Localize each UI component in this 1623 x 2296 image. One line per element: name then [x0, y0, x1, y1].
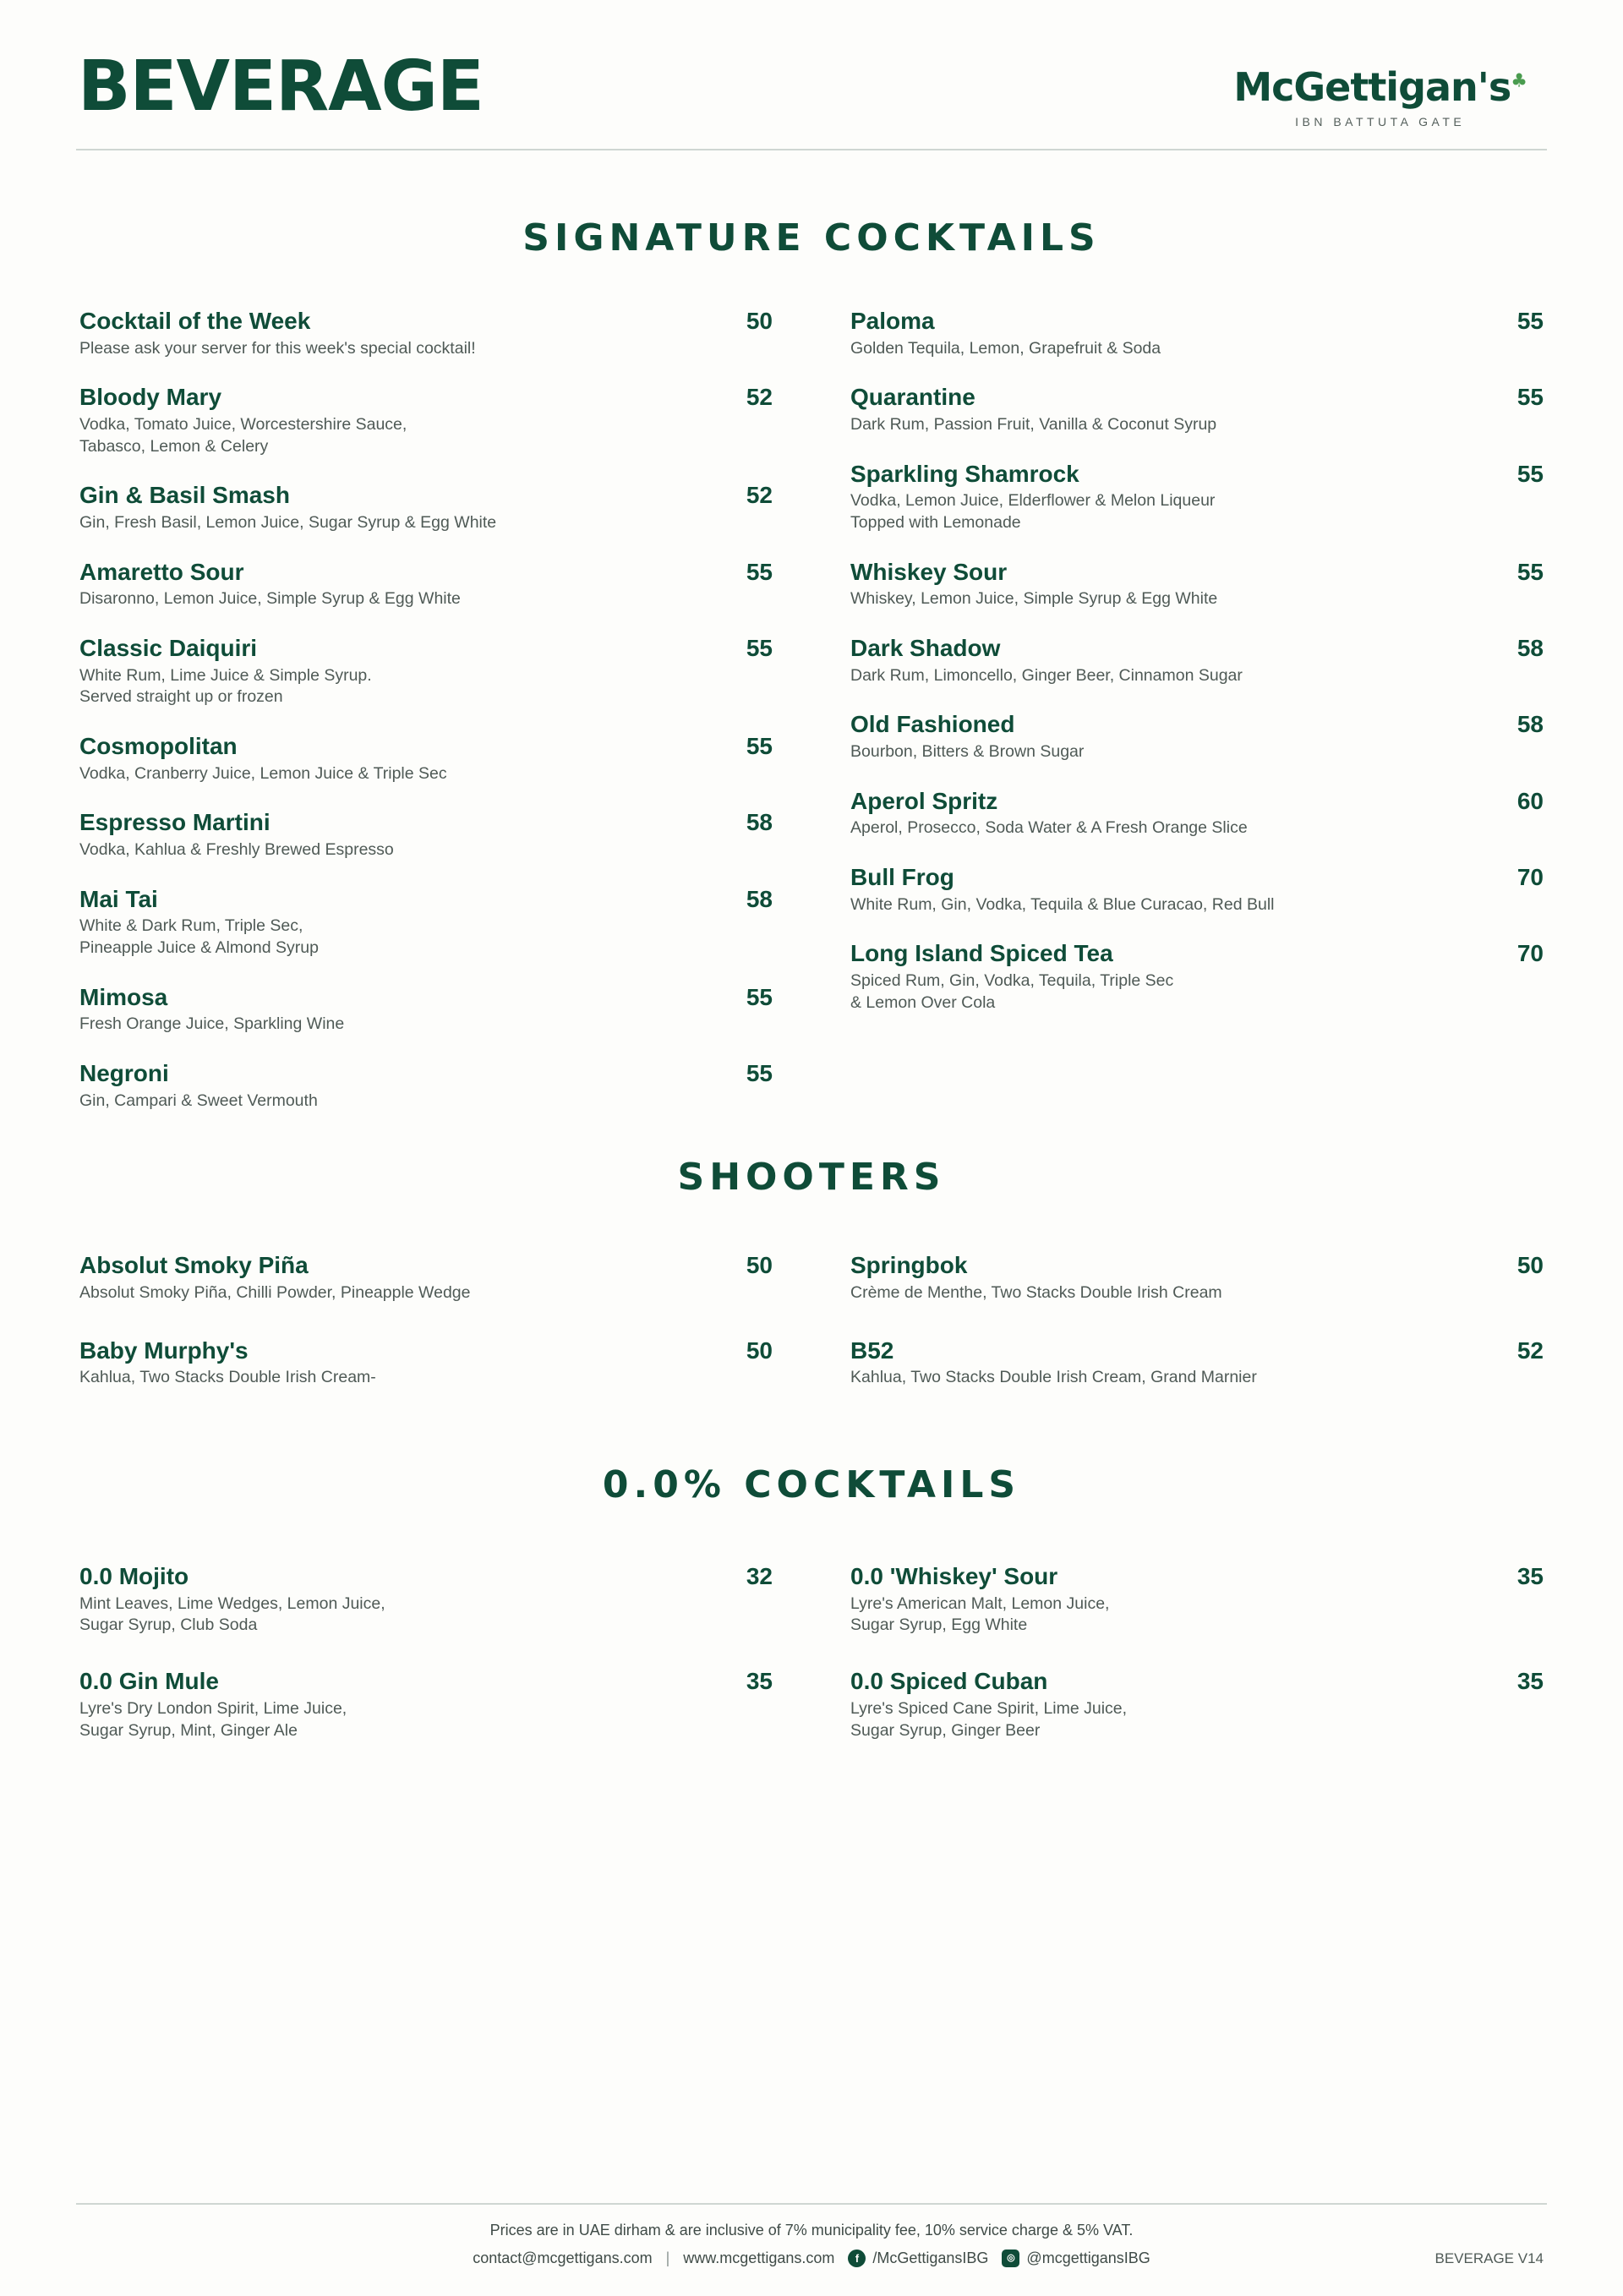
section-title-zero-cocktails: 0.0% COCKTAILS: [602, 1463, 1021, 1507]
menu-item-head: [850, 1337, 1544, 1365]
menu-item-name: Sparkling Shamrock: [850, 460, 1079, 487]
menu-item-name: Mai Tai: [79, 885, 158, 912]
menu-item-head: [850, 558, 1544, 587]
menu-item-description: Disaronno, Lemon Juice, Simple Syrup & Egg White: [79, 589, 461, 609]
menu-item-head: [850, 939, 1544, 968]
shooters-left-column: [79, 1251, 773, 1421]
shamrock-icon: ♣: [1511, 70, 1527, 92]
menu-item-head: [79, 885, 773, 914]
signature-right-column: [850, 307, 1544, 1112]
menu-item-name: Gin & Basil Smash: [79, 482, 290, 509]
menu-item-price: 52: [746, 384, 773, 411]
menu-item-name: Bull Frog: [850, 864, 954, 891]
menu-item: [79, 1562, 773, 1637]
shooters-columns: [74, 1251, 1549, 1421]
menu-item-head: [79, 383, 773, 412]
logo-text: McGettigan's: [1233, 64, 1511, 110]
signature-cocktails-columns: [74, 307, 1549, 1112]
menu-item-head: [850, 787, 1544, 816]
menu-item-description: Golden Tequila, Lemon, Grapefruit & Soda: [850, 338, 1161, 358]
menu-item-description: Whiskey, Lemon Juice, Simple Syrup & Egg White: [850, 589, 1218, 609]
shooters-right-column: [850, 1251, 1544, 1421]
menu-item-description: Crème de Menthe, Two Stacks Double Irish Cream: [850, 1283, 1222, 1303]
menu-item-head: [850, 1251, 1544, 1280]
menu-item-description: White Rum, Gin, Vodka, Tequila & Blue Curacao, Red Bull: [850, 894, 1275, 914]
menu-item-head: [79, 1667, 773, 1696]
menu-item-description: Vodka, Kahlua & Freshly Brewed Espresso: [79, 840, 394, 860]
menu-item: [850, 1667, 1544, 1741]
menu-item-description: Absolut Smoky Piña, Chilli Powder, Pineapple Wedge: [79, 1283, 471, 1303]
menu-item-price: 35: [1516, 1563, 1544, 1590]
menu-item-name: 0.0 Gin Mule: [79, 1668, 219, 1695]
menu-item: [850, 1251, 1544, 1304]
menu-item-name: Springbok: [850, 1252, 968, 1279]
menu-item-name: Whiskey Sour: [850, 558, 1008, 585]
menu-item-head: [79, 558, 773, 587]
menu-item-price: 50: [746, 1252, 773, 1279]
menu-item-head: [79, 983, 773, 1012]
menu-item: [79, 808, 773, 861]
menu-item-price: 55: [746, 1060, 773, 1087]
menu-item-description: Please ask your server for this week's special cocktail!: [79, 338, 476, 358]
instagram-handle[interactable]: [1002, 2250, 1150, 2267]
menu-item-price: 50: [746, 1337, 773, 1364]
menu-item-name: Dark Shadow: [850, 635, 1001, 662]
menu-item: [850, 307, 1544, 359]
section-title-signature-cocktails: SIGNATURE COCKTAILS: [522, 216, 1101, 260]
menu-item-description: Vodka, Cranberry Juice, Lemon Juice & Triple Sec: [79, 763, 447, 783]
menu-item-head: [79, 634, 773, 663]
menu-item-price: 55: [746, 983, 773, 1010]
zero-left-column: [79, 1562, 773, 1772]
menu-item-description: Lyre's Dry London Spirit, Lime Juice, Sugar Syrup, Mint, Ginger Ale: [79, 1698, 347, 1740]
menu-item-price: 55: [1516, 558, 1544, 585]
menu-item-name: Paloma: [850, 308, 935, 334]
menu-item-head: [79, 808, 773, 837]
instagram-handle-label: @mcgettigansIBG: [1026, 2250, 1150, 2266]
menu-item: [79, 383, 773, 457]
menu-item: [79, 885, 773, 959]
menu-item-name: Classic Daiquiri: [79, 635, 258, 662]
menu-item: [79, 1059, 773, 1112]
menu-item-head: [850, 460, 1544, 489]
menu-item-description: Dark Rum, Limoncello, Ginger Beer, Cinnamon Sugar: [850, 665, 1243, 685]
menu-item-price: 35: [746, 1668, 773, 1695]
menu-item-price: 58: [746, 885, 773, 912]
menu-item-description: White & Dark Rum, Triple Sec, Pineapple Juice & Almond Syrup: [79, 916, 319, 958]
menu-item-description: Spiced Rum, Gin, Vodka, Tequila, Triple Sec & Lemon Over Cola: [850, 970, 1174, 1012]
menu-item-name: Cosmopolitan: [79, 733, 238, 760]
page-spacer: [74, 1772, 1549, 2203]
menu-item-description: Lyre's American Malt, Lemon Juice, Sugar Syrup, Egg White: [850, 1594, 1110, 1635]
menu-item-name: Baby Murphy's: [79, 1337, 249, 1364]
menu-item-head: [79, 307, 773, 336]
menu-item: [79, 481, 773, 533]
menu-item-head: [850, 863, 1544, 892]
menu-item-price: 50: [1516, 1252, 1544, 1279]
menu-item-price: 50: [746, 308, 773, 334]
menu-item-name: 0.0 Spiced Cuban: [850, 1668, 1048, 1695]
menu-item-description: Fresh Orange Juice, Sparkling Wine: [79, 1014, 345, 1034]
menu-item-price: 55: [1516, 460, 1544, 487]
menu-item-head: [850, 1562, 1544, 1591]
menu-item-head: [79, 1562, 773, 1591]
menu-item-head: [79, 481, 773, 510]
menu-item: [79, 732, 773, 784]
menu-item-price: 58: [1516, 711, 1544, 738]
menu-item: [79, 558, 773, 610]
menu-item-name: Aperol Spritz: [850, 787, 998, 814]
menu-item-head: [79, 1251, 773, 1280]
menu-item-head: [850, 307, 1544, 336]
menu-item-head: [79, 1337, 773, 1365]
page-header: [74, 46, 1549, 128]
signature-left-column: [79, 307, 773, 1112]
menu-item: [79, 307, 773, 359]
menu-item: [850, 939, 1544, 1014]
logo: [1233, 52, 1527, 128]
menu-item-description: Vodka, Tomato Juice, Worcestershire Sauce, Tabasco, Lemon & Celery: [79, 414, 407, 456]
menu-item-description: Aperol, Prosecco, Soda Water & A Fresh Orange Slice: [850, 818, 1248, 838]
menu-item-name: Old Fashioned: [850, 711, 1015, 738]
menu-item: [850, 1337, 1544, 1389]
facebook-icon: f: [848, 2250, 866, 2267]
menu-item-description: Gin, Fresh Basil, Lemon Juice, Sugar Syrup & Egg White: [79, 512, 497, 532]
menu-item-head: [850, 383, 1544, 412]
menu-item-price: 58: [746, 809, 773, 836]
menu-item-head: [850, 634, 1544, 663]
menu-item-price: 35: [1516, 1668, 1544, 1695]
menu-item: [79, 1337, 773, 1389]
logo-wordmark: [1233, 64, 1527, 110]
menu-item-head: [850, 710, 1544, 739]
menu-item-price: 55: [746, 635, 773, 662]
menu-item: [79, 634, 773, 708]
menu-item: [850, 460, 1544, 534]
menu-item-name: Mimosa: [79, 983, 168, 1010]
menu-item-price: 55: [746, 733, 773, 760]
menu-item-head: [850, 1667, 1544, 1696]
menu-item: [79, 1667, 773, 1741]
menu-item-description: Bourbon, Bitters & Brown Sugar: [850, 741, 1085, 761]
facebook-handle[interactable]: [848, 2250, 988, 2267]
menu-item-name: Cocktail of the Week: [79, 308, 311, 334]
menu-version: BEVERAGE V14: [1434, 2250, 1544, 2266]
menu-item: [850, 787, 1544, 839]
footer-divider: [76, 2203, 1547, 2205]
menu-item-price: 55: [1516, 308, 1544, 334]
facebook-handle-label: /McGettigansIBG: [872, 2250, 989, 2266]
menu-item-name: Espresso Martini: [79, 809, 270, 836]
footer-separator: |: [665, 2250, 670, 2266]
menu-item: [850, 710, 1544, 763]
menu-item-price: 52: [746, 482, 773, 509]
menu-item: [79, 1251, 773, 1304]
menu-item-name: 0.0 Mojito: [79, 1563, 189, 1590]
menu-item-name: Negroni: [79, 1060, 169, 1087]
menu-item-name: Amaretto Sour: [79, 558, 244, 585]
menu-item-name: Absolut Smoky Piña: [79, 1252, 309, 1279]
menu-item: [850, 383, 1544, 435]
zero-right-column: [850, 1562, 1544, 1772]
menu-item-price: 70: [1516, 940, 1544, 967]
menu-item-price: 52: [1516, 1337, 1544, 1364]
footer-contact-row: [74, 2250, 1549, 2267]
menu-item-head: [79, 732, 773, 761]
price-disclaimer: Prices are in UAE dirham & are inclusive of 7% municipality fee, 10% service charge & 5% VAT.: [489, 2222, 1134, 2239]
menu-item-price: 32: [746, 1563, 773, 1590]
menu-item: [79, 983, 773, 1036]
instagram-icon: ◎: [1002, 2250, 1019, 2267]
header-divider: [76, 149, 1547, 150]
contact-email[interactable]: contact@mcgettigans.com: [473, 2250, 653, 2266]
menu-item-name: Quarantine: [850, 384, 975, 411]
menu-item-name: B52: [850, 1337, 894, 1364]
section-title-shooters: SHOOTERS: [677, 1156, 946, 1200]
menu-item-description: Kahlua, Two Stacks Double Irish Cream, Grand Marnier: [850, 1368, 1257, 1387]
menu-item-description: Kahlua, Two Stacks Double Irish Cream-: [79, 1368, 376, 1387]
menu-item-description: Gin, Campari & Sweet Vermouth: [79, 1091, 318, 1110]
menu-item: [850, 1562, 1544, 1637]
menu-item: [850, 863, 1544, 916]
page-title: BEVERAGE: [78, 46, 484, 127]
menu-item-price: 55: [746, 558, 773, 585]
menu-item-description: Mint Leaves, Lime Wedges, Lemon Juice, Sugar Syrup, Club Soda: [79, 1594, 385, 1635]
menu-item-description: Dark Rum, Passion Fruit, Vanilla & Coconut Syrup: [850, 414, 1217, 434]
menu-item-name: Bloody Mary: [79, 384, 222, 411]
menu-item-price: 70: [1516, 864, 1544, 891]
menu-item-name: Long Island Spiced Tea: [850, 940, 1113, 967]
menu-item: [850, 558, 1544, 610]
menu-item: [850, 634, 1544, 686]
menu-item-price: 58: [1516, 635, 1544, 662]
page-footer: [74, 2222, 1549, 2296]
zero-cocktails-columns: [74, 1562, 1549, 1772]
menu-item-price: 60: [1516, 787, 1544, 814]
menu-item-price: 55: [1516, 384, 1544, 411]
menu-item-head: [79, 1059, 773, 1088]
menu-item-description: White Rum, Lime Juice & Simple Syrup. Served straight up or frozen: [79, 665, 372, 707]
menu-item-description: Vodka, Lemon Juice, Elderflower & Melon Liqueur Topped with Lemonade: [850, 491, 1216, 532]
menu-item-name: 0.0 'Whiskey' Sour: [850, 1563, 1058, 1590]
logo-subtitle: IBN BATTUTA GATE: [1295, 115, 1466, 128]
menu-item-description: Lyre's Spiced Cane Spirit, Lime Juice, Sugar Syrup, Ginger Beer: [850, 1698, 1128, 1740]
website-link[interactable]: www.mcgettigans.com: [683, 2250, 835, 2266]
